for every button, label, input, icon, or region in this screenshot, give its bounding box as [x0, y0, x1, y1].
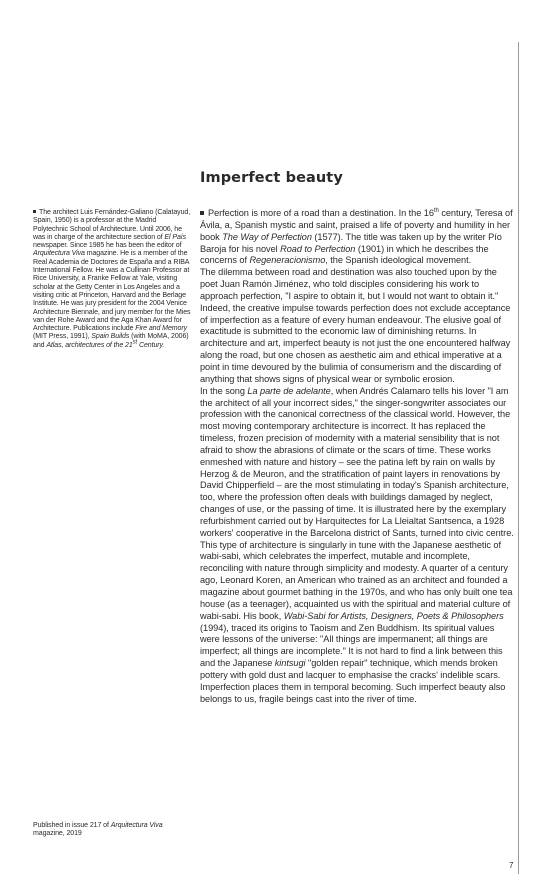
- text-run: th: [433, 207, 439, 214]
- article-paragraph-1: [200, 208, 514, 267]
- article-paragraph-1-content: [200, 208, 513, 265]
- article-paragraph-2-content: [200, 267, 510, 384]
- text-run: (with MoMA, 2006) and: [33, 333, 189, 349]
- article-paragraph-4: [200, 540, 514, 706]
- text-run: Spain Builds: [91, 333, 130, 341]
- text-run: Perfection is more of a road than a destination. In the 16: [208, 208, 434, 218]
- text-run: magazine. He is a member of the Real Academia de Doctores de España and a RIBA International Fellow. He was a Cullinan Professor at Rice University, a Franke Fellow at Yale, visiting scholar at the Getty Center in Los Angeles and a visiting critic at Princeton, Harvard and the Berlage Institute. He was jury president for the 2004 Venice Architecture Biennale, and jury member for the Mies van der Rohe Award and the Aga Khan Award for Architecture. Publications include: [33, 250, 191, 333]
- text-run: (MIT Press, 1991),: [33, 333, 92, 341]
- text-run: (1901) in which he describes the concerns of: [200, 243, 489, 266]
- text-run: (1577). The title was taken up by the writer Pío Baroja for his novel: [200, 231, 502, 254]
- text-run: El País: [164, 233, 187, 241]
- text-run: The Way of Perfection: [222, 231, 312, 242]
- text-run: This type of architecture is singularly in tune with the Japanese aesthetic of wabi-sabi, which celebrates the imperfect, mutable and incomplete, reconciling with nature through simplicity and modesty. A quarter of a century ago, Leonard Koren, an American who trained as an architect and founded a magazine about gourmet bathing in the 1970s, and who has only built one tea house (as a teenager), acquainted us with the spiritual and material culture of wabi-sabi. His book,: [200, 539, 513, 621]
- text-run: , the Spanish ideological movement.: [325, 255, 472, 266]
- square-bullet-icon: [200, 211, 204, 215]
- text-run: Road to Perfection: [280, 243, 356, 254]
- page-number: 7: [509, 861, 514, 870]
- text-run: st: [132, 339, 138, 346]
- text-run: century, Teresa of Ávila, a, Spanish mystic and saint, praised a life of poverty and humility in her book: [200, 208, 513, 242]
- square-bullet-icon: [33, 210, 36, 213]
- text-run: Fire and Memory: [135, 325, 188, 333]
- column-divider-line: [518, 42, 519, 874]
- text-run: Arquitectura Viva: [33, 250, 85, 258]
- text-run: The architect Luis Fernández-Galiano (Calatayud, Spain, 1950) is a professor at the Madrid Polytechnic School of Architecture. Until 2006, he was in charge of the architecture section of: [33, 209, 191, 241]
- text-run: kintsugi: [274, 658, 306, 669]
- publication-credit-text: [33, 822, 183, 839]
- text-run: magazine, 2019: [33, 830, 82, 838]
- article-paragraph-2: [200, 267, 514, 385]
- author-bio: [33, 209, 191, 350]
- text-run: Published in issue 217 of: [33, 822, 111, 829]
- publication-credit-content: [33, 822, 163, 837]
- text-run: , when Andrés Calamaro tells his lover "I am the architect of all your incorrect sides," the singer-songwriter associates our profession with the canonical correctness of the classical world. However, the most moving contemporary architecture is incorrect. It has replaced the timeless, frozen precision of modernity with a material sensibility that is not afraid to show the abrasions of climate or the scars of time. These works enmeshed with nature and history – see the patina left by rain on walls by Herzog & de Meuron, and the stratification of paint layers in renovations by David Chipperfield – are the most stimulating in today's Spanish architecture, too, where the profession often deals with buildings damaged by neglect, changes of use, or the passing of time. It is illustrated here by the exemplary refurbishment carried out by Harquitectes for La Lleialtat Santsenca, a 1928 workers' cooperative in the Barcelona district of Sants, turned into civic centre.: [200, 385, 514, 538]
- text-run: newspaper. Since 1985 he has been the editor of: [33, 242, 182, 250]
- text-run: Regeneracionismo: [249, 255, 326, 266]
- text-run: Arquitectura Viva: [110, 822, 163, 829]
- text-run: In the song: [200, 385, 248, 396]
- text-run: "golden repair" technique, which mends broken pottery with gold dust and lacquer to emphasise the cracks' indelible scars. Imperfection places them in temporal becoming. Such imperfect beauty also belongs to us, fragile beings cast into the river of time.: [200, 658, 506, 704]
- article-paragraph-4-content: [200, 540, 512, 704]
- article-title: Imperfect beauty: [200, 170, 343, 186]
- text-run: (1994), traced its origins to Taoism and Zen Buddhism. Its spiritual values were lessons of the universe: "All things are impermanent; all things are imperfect; all things are incomplete." It is not hard to find a link between this and the Japanese: [200, 622, 503, 669]
- text-run: La parte de adelante: [247, 385, 331, 396]
- text-run: Wabi-Sabi for Artists, Designers, Poets & Philosophers: [283, 610, 504, 621]
- author-bio-text: [33, 209, 191, 350]
- publication-credit: [33, 822, 183, 839]
- text-run: Century.: [137, 341, 165, 349]
- article-body: [200, 208, 514, 705]
- text-run: The dilemma between road and destination was also touched upon by the poet Juan Ramón Jiménez, who told disciples considering his work to approach perfection, "I aspire to obtain it, but I would not want to obtain it." Indeed, the creative impulse towards perfection does not exclude acceptance of imperfection as a feature of every human endeavour. The elusive goal of exactitude is submitted to the economic law of diminishing returns. In architecture and art, imperfect beauty is not just the one encountered halfway along the road, but one chosen as aesthetic aim and ethical imperative at a point in time devoured by the bulimia of consumerism and the discarding of anything that shows signs of physical wear or symbolic erosion.: [200, 267, 511, 384]
- article-paragraph-3-content: [200, 386, 514, 538]
- author-bio-content: [33, 209, 190, 349]
- article-paragraph-3: [200, 386, 514, 540]
- text-run: Atlas, architectures of the 21: [46, 341, 133, 349]
